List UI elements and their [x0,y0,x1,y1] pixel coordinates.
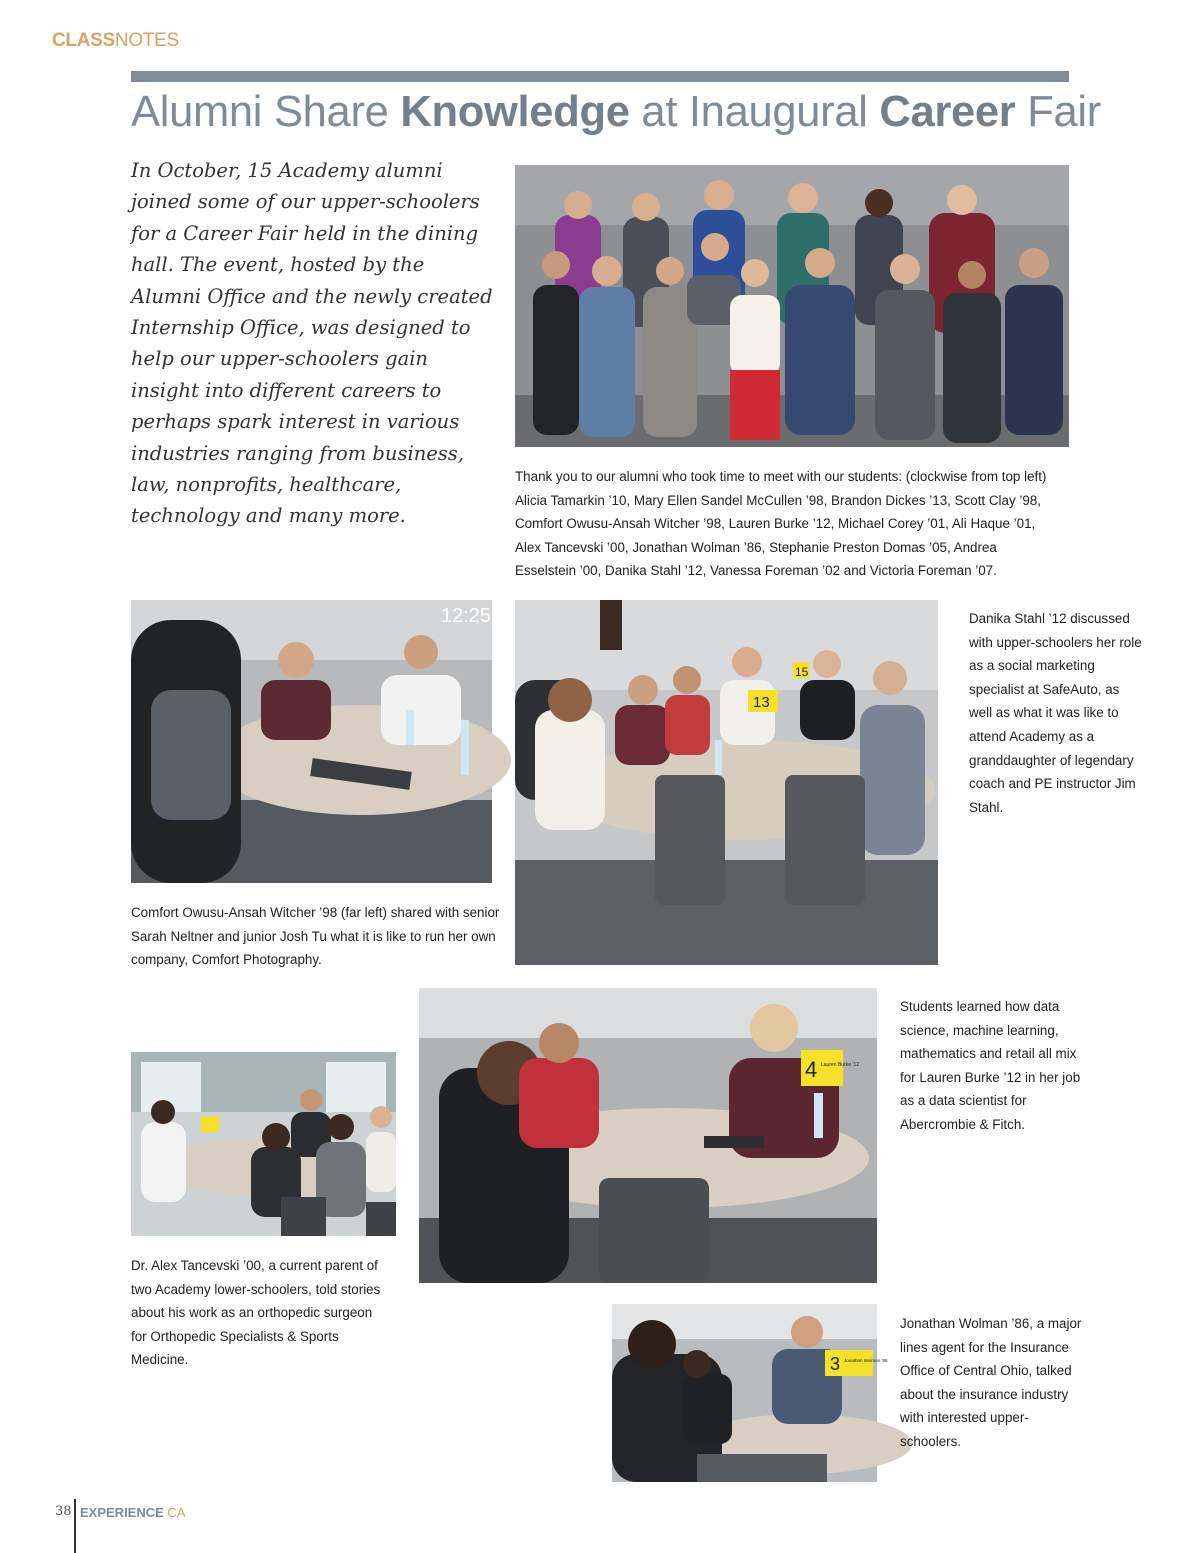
photo-jonathan-table [612,1304,888,1482]
headline-part-3: Fair [1015,88,1101,136]
photo-table-4-text: 4 [805,1057,818,1082]
headline-bold-knowledge: Knowledge [400,88,630,136]
caption-lauren: Students learned how data science, machine learning, mathematics and retail all mix for Lauren Burke ’12 in her job as a data scientist for Abercrombie & Fitch. [900,999,1081,1132]
headline-bold-career: Career [879,88,1016,136]
photo-table-3-name-text: Jonathan Wolman ’86 [844,1358,888,1363]
caption-alex: Dr. Alex Tancevski ’00, a current parent of two Academy lower-schoolers, told stories about his work as an orthopedic surgeon for Orthopedic Specialists & Sports Medicine. [131,1258,381,1368]
photo-danika-table [515,600,938,965]
section-label-bold: CLASS [52,30,115,51]
photo-alex-table [131,1052,396,1236]
photo-comfort-table [131,600,492,883]
photo-table-15-text: 15 [795,665,809,679]
section-label [52,30,179,52]
footer-rule [74,1499,76,1553]
caption-group-photo: Thank you to our alumni who took time to meet with our students: (clockwise from top left) Alicia Tamarkin ’10, Mary Ellen Sandel McCullen ’98, Brandon Dickes ’13, Scott Clay ’98, Comfort Owusu-Ansah Witcher ’98, Lauren Burke ’12, Michael Corey ’01, Ali Haque ’01, Alex Tancevski ’00, Jonathan Wolman ’86, Stephanie Preston Domas ’05, Andrea Esselstein ’00, Danika Stahl ’12, Vanessa Foreman ’02 and Victoria Foreman ’07. [515,469,1047,579]
top-rule [131,71,1069,82]
publication-name [80,1505,185,1520]
publication-name-accent: CA [163,1505,186,1520]
headline-part-1: Alumni Share [131,88,401,136]
publication-name-bold: EXPERIENCE [80,1505,164,1520]
caption-danika: Danika Stahl ’12 discussed with upper-schoolers her role as a social marketing specialist at SafeAuto, as well as what it was like to attend Academy as a granddaughter of legendary coach and PE instructor Jim Stahl. [969,611,1142,815]
caption-jonathan: Jonathan Wolman ’86, a major lines agent for the Insurance Office of Central Ohio, talked about the insurance industry with interested upper-schoolers. [900,1316,1082,1449]
caption-comfort: Comfort Owusu-Ansah Witcher ’98 (far left) shared with senior Sarah Neltner and junior Josh Tu what it is like to run her own company, Comfort Photography. [131,905,500,968]
photo-table-13-text: 13 [753,694,770,711]
page-number: 38 [55,1504,72,1519]
section-label-light: NOTES [114,30,179,51]
headline [131,88,1101,137]
photo-table-3-text: 3 [830,1354,841,1374]
intro-paragraph: In October, 15 Academy alumni joined some of our upper-schoolers for a Career Fair held in the dining hall. The event, hosted by the Alumni Office and the newly created Internship Office, was designed to help our upper-schoolers gain insight into different careers to perhaps spark interest in various industries ranging from business, law, nonprofits, healthcare, technology and many more. [131,159,493,528]
photo-table-4-name-text: Lauren Burke ’12 [821,1062,860,1068]
group-photo [515,165,1069,447]
photo-clock-text: 12:25 [441,605,492,627]
headline-part-2: at Inaugural [629,88,880,136]
photo-lauren-table [419,988,877,1283]
